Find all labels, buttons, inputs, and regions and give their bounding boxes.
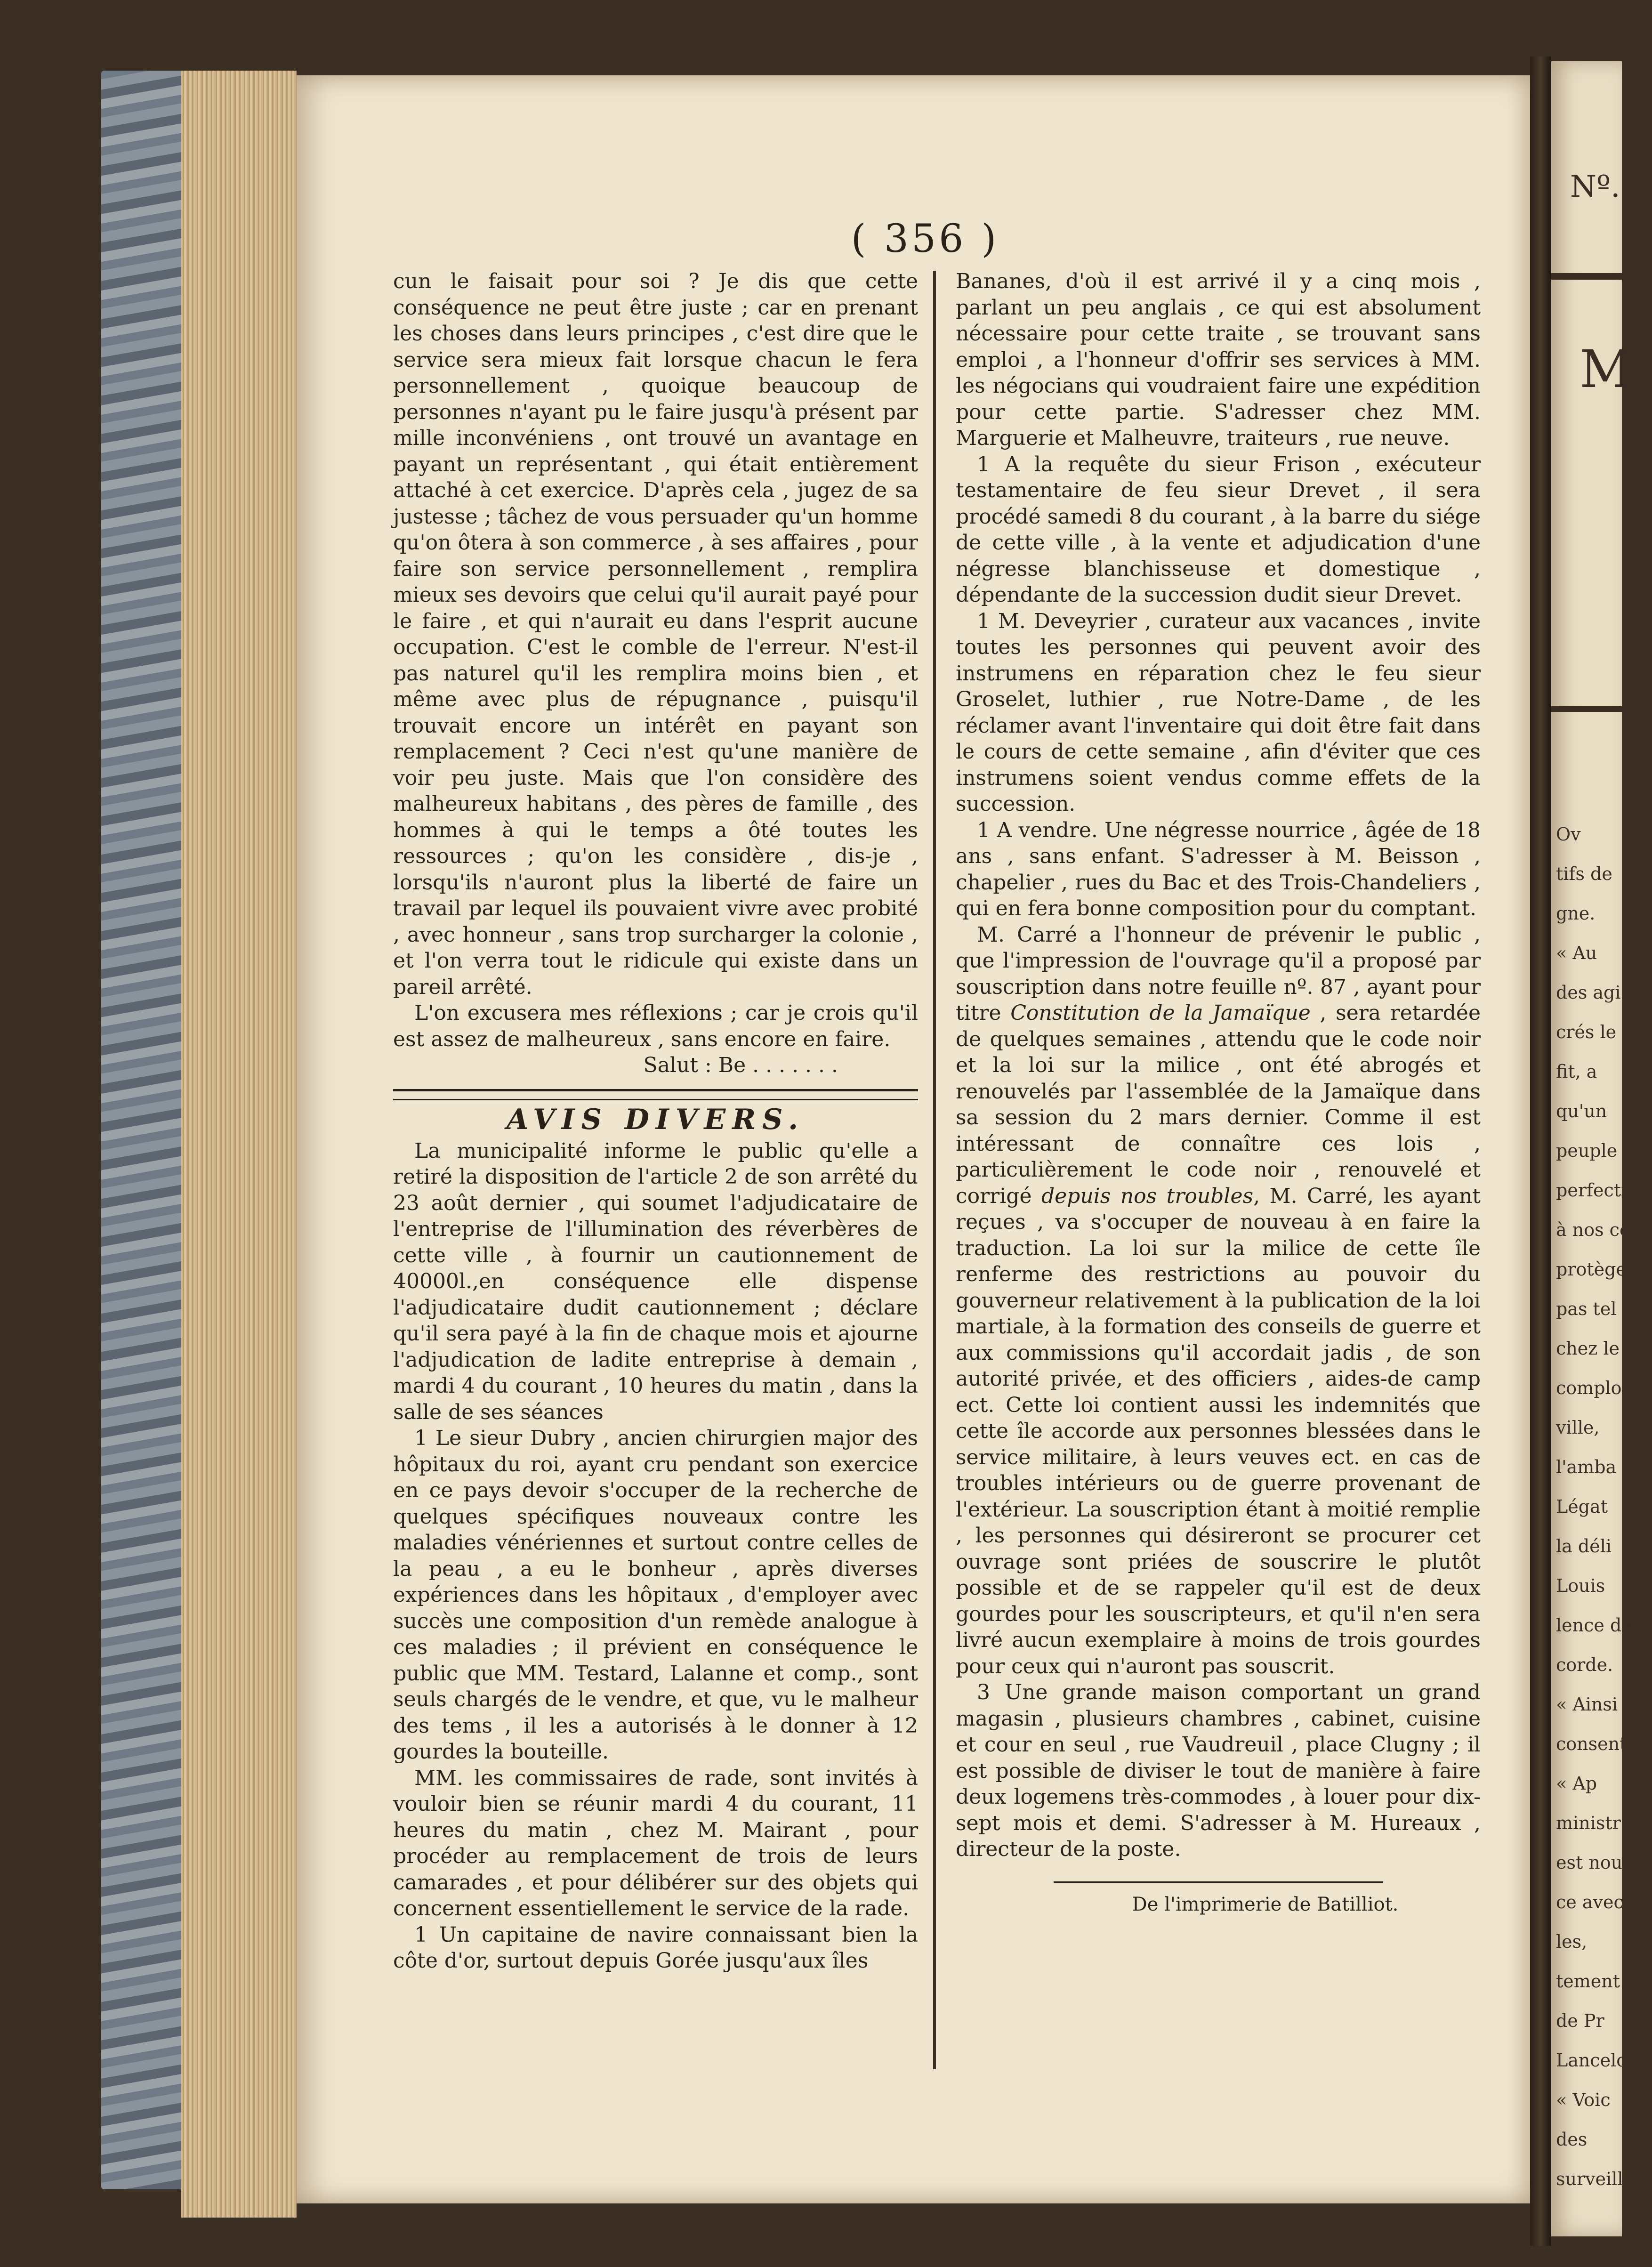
next-page-fragment: gne. — [1556, 903, 1596, 924]
next-page-rule-2 — [1551, 706, 1622, 712]
right-column — [956, 268, 1481, 1918]
next-page-fragment: lence de — [1556, 1615, 1632, 1636]
next-page-fragment: ce avec — [1556, 1892, 1624, 1912]
carre-text-3: , M. Carré, les ayant reçues , va s'occuper de nouveau à en faire la traduction. La loi sur la milice de cette île renferme des restrictions au pouvoir du gouverneur relativement à la publication de la loi martiale, à la formation des conseils de guerre et aux commissions qu'il accordait jadis , de son autorité privée, et des officiers , aides-de camp ect. Cette loi contient aussi les indemnités que cette île accorde aux personnes blessées dans le service militaire, à leurs veuves ect. en cas de troubles intérieurs ou de guerre provenant de l'extérieur. La souscription étant à moitié remplie , les personnes qui désireront se procurer cet ouvrage sont priées de souscrire le plutôt possible et de se rappeler qu'il est de deux gourdes pour les souscripteurs, et qu'il n'en sera livré aucun exemplaire à moins de trois gourdes pour ceux qui n'auront pas souscrit. — [956, 1184, 1481, 1678]
notice-maison: 3 Une grande maison comportant un grand magasin , plusieurs chambres , cabinet, cuisine et cour en seul , rue Vaudreuil , place Clugny ; il est possible de diviser le tout de manière à faire deux logemens très-commodes , à louer pour dix-sept mois et demi. S'adresser à M. Hureaux , directeur de la poste. — [956, 1680, 1481, 1861]
notice-deveyrier: 1 M. Deveyrier , curateur aux vacances , invite toutes les personnes qui peuvent avoir des instrumens en réparation chez le feu sieur Groselet, luthier , rue Notre-Dame , de les réclamer avant l'inventaire qui doit être fait dans le cours de cette semaine , afin d'éviter que ces instrumens soient vendus comme effets de la succession. — [956, 609, 1481, 816]
next-page-fragment: « Au — [1556, 943, 1597, 963]
next-page-initial: M — [1579, 339, 1633, 399]
next-page-fragment: consenti — [1556, 1734, 1633, 1754]
next-page-fragment: surveill — [1556, 2169, 1623, 2189]
next-page-fragment: de Pr — [1556, 2010, 1604, 2031]
next-page-edge — [1551, 61, 1652, 2236]
notice-dubry: 1 Le sieur Dubry , ancien chirurgien major des hôpitaux du roi, ayant cru pendant son exercice en ce pays devoir s'occuper de la recherche de quelques spécifiques nouveaux contre les maladies vénériennes et surtout contre celles de la peau , a eu le bonheur , après diverses expériences dans les hôpitaux , d'employer avec succès une composition d'un remède analogue à ces maladies ; il prévient en conséquence le public que MM. Testard, Lalanne et comp., sont seuls chargés de le vendre, et que, vu le malheur des tems , il les a autorisés à le donner à 12 gourdes la bouteille. — [393, 1426, 918, 1764]
next-page-fragment: Lancelo — [1556, 2050, 1628, 2071]
next-page-fragment: chez le — [1556, 1338, 1620, 1359]
left-column — [393, 268, 918, 1974]
next-page-fragment: Ov — [1556, 824, 1581, 845]
next-page-fragment: ville, — [1556, 1417, 1600, 1438]
next-page-fragment: corde. — [1556, 1654, 1613, 1675]
next-page-fragment: des agi — [1556, 982, 1621, 1003]
book-cover-edge — [101, 71, 181, 2189]
next-page-fragment: ministr — [1556, 1813, 1621, 1833]
carre-book-title: Constitution de la Jamaïque — [1010, 1001, 1311, 1025]
notice-capitaine: 1 Un capitaine de navire connaissant bien la côte d'or, surtout depuis Gorée jusqu'aux îles — [393, 1922, 918, 1973]
next-page-fragment: qu'un — [1556, 1101, 1607, 1121]
next-page-fragment: perfectio — [1556, 1180, 1638, 1201]
next-page-fragment: « Ainsi — [1556, 1694, 1618, 1715]
section-rule — [393, 1089, 918, 1100]
notice-vente-negresse: 1 A vendre. Une négresse nourrice , âgée de 18 ans , sans enfant. S'adresser à M. Beisson , chapelier , rues du Bac et des Trois-Chandeliers , qui en fera bonne composition pour du comptant. — [956, 818, 1481, 920]
end-rule — [1054, 1881, 1383, 1883]
notice-municipalite: La municipalité informe le public qu'elle a retiré la disposition de l'article 2 de son arrêté du 23 août dernier , qui soumet l'adjudicataire de l'entreprise de l'illumination des réverbères de cette ville , à fournir un cautionnement de 40000l.,en conséquence elle dispense l'adjudicataire dudit cautionnement ; déclare qu'il sera payé à la fin de chaque mois et ajourne l'adjudication de ladite entreprise à demain , mardi 4 du courant , 10 heures du matin , dans la salle de ses séances — [393, 1138, 918, 1424]
letter-signature: Salut : Be . . . . . . . — [643, 1053, 838, 1077]
next-page-fragment: fit, a — [1556, 1061, 1597, 1082]
letter-paragraph-1: cun le faisait pour soi ? Je dis que cette conséquence ne peut être juste ; car en prenant les choses dans leurs principes , c'est dire que le service sera mieux fait lorsque chacun le fera personnellement , quoique beaucoup de personnes n'ayant pu le faire jusqu'à présent par mille inconvéniens , ont trouvé un avantage en payant un représentant , qui était entièrement attaché à cet exercice. D'après cela , jugez de sa justesse ; tâchez de vous persuader qu'un homme qu'on ôtera à son commerce , à ses affaires , pour faire son service personnellement , remplira mieux ses devoirs que celui qu'il aurait payé pour le faire , et qui n'aurait eu dans l'esprit aucune occupation. C'est le comble de l'erreur. N'est-il pas naturel qu'il les remplira moins bien , et même avec plus de répugnance , puisqu'il trouvait encore un intérêt en payant son remplacement ? Ceci n'est qu'une manière de voir peu juste. Mais que l'on considère des malheureux habitans , des pères de famille , des hommes à qui le temps a ôté toutes les ressources ; qu'on les considère , dis-je , lorsqu'ils n'auront plus la liberté de faire un travail par lequel ils pouvaient vivre avec probité , avec honneur , sans trop surcharger la colonie , et l'on verra tout le ridicule qui existe dans un pareil arrêté. — [393, 269, 918, 999]
carre-italic-phrase: depuis nos troubles — [1041, 1184, 1254, 1208]
notice-capitaine-cont: Bananes, d'où il est arrivé il y a cinq mois , parlant un peu anglais , ce qui est absolument nécessaire pour cette traite , se trouvant sans emploi , a l'honneur d'offrir ses services à MM. les négocians qui voudraient faire une expédition pour cette partie. S'adresser chez MM. Marguerie et Malheuvre, traiteurs , rue neuve. — [956, 269, 1481, 450]
next-page-fragment: la déli — [1556, 1536, 1612, 1557]
next-page-header: Nº. — [1570, 169, 1620, 204]
next-page-fragment: les, — [1556, 1931, 1588, 1952]
next-page-fragment: Louis — [1556, 1575, 1605, 1596]
carre-text-2: , sera retardée de quelques semaines , attendu que le code noir et la loi sur la milice , ont été abrogés et renouvelés par l'assemblée de la Jamaïque dans sa session du 2 mars dernier. Comme il est intéressant de connaître ces lois , particulièrement le code noir , renouvelé et corrigé — [956, 1001, 1481, 1208]
page-number: ( 356 ) — [851, 217, 999, 261]
letter-paragraph-2: L'on excusera mes réflexions ; car je crois qu'il est assez de malheureux , sans encore en faire. — [393, 1001, 918, 1051]
next-page-fragment: protège — [1556, 1259, 1627, 1280]
next-page-fragment: « Voic — [1556, 2090, 1611, 2110]
page-edges — [181, 71, 297, 2218]
next-page-fragment: « Ap — [1556, 1773, 1597, 1794]
next-page-fragment: crés le — [1556, 1022, 1617, 1042]
notice-carre — [956, 922, 1481, 1680]
column-divider — [933, 271, 936, 2069]
next-page-fragment: est nouv — [1556, 1852, 1633, 1873]
notice-frison: 1 A la requête du sieur Frison , exécuteur testamentaire de feu sieur Drevet , il sera procédé samedi 8 du courant , à la barre du siége de cette ville , à la vente et adjudication d'une négresse blanchisseuse et domestique , dépendante de la succession dudit sieur Drevet. — [956, 452, 1481, 607]
next-page-fragment: l'amba — [1556, 1457, 1617, 1477]
next-page-fragment: des — [1556, 2129, 1588, 2150]
next-page-fragment: complo — [1556, 1378, 1622, 1398]
carre-text-1: M. Carré a l'honneur de prévenir le public , que l'impression de l'ouvrage qu'il a proposé par souscription dans notre feuille nº. 87 , ayant pour titre — [956, 922, 1481, 1025]
next-page-fragment: peuple — [1556, 1140, 1618, 1161]
next-page-fragment: Légat — [1556, 1496, 1608, 1517]
next-page-fragment: pas tel — [1556, 1299, 1617, 1319]
next-page-rule — [1551, 273, 1622, 280]
book-gutter — [1530, 56, 1551, 2246]
imprint-line: De l'imprimerie de Batilliot. — [1132, 1893, 1399, 1915]
next-page-fragment: à nos conv — [1556, 1219, 1652, 1240]
notice-commissaires: MM. les commissaires de rade, sont invités à vouloir bien se réunir mardi 4 du courant, 11 heures du matin , chez M. Mairant , pour procéder au remplacement de trois de leurs camarades , et pour délibérer sur des objets qui concernent essentiellement le service de la rade. — [393, 1766, 918, 1920]
next-page-fragment: tifs de — [1556, 863, 1612, 884]
next-page-fragment: tement — [1556, 1971, 1620, 1992]
section-title: AVIS DIVERS. — [506, 1103, 805, 1136]
